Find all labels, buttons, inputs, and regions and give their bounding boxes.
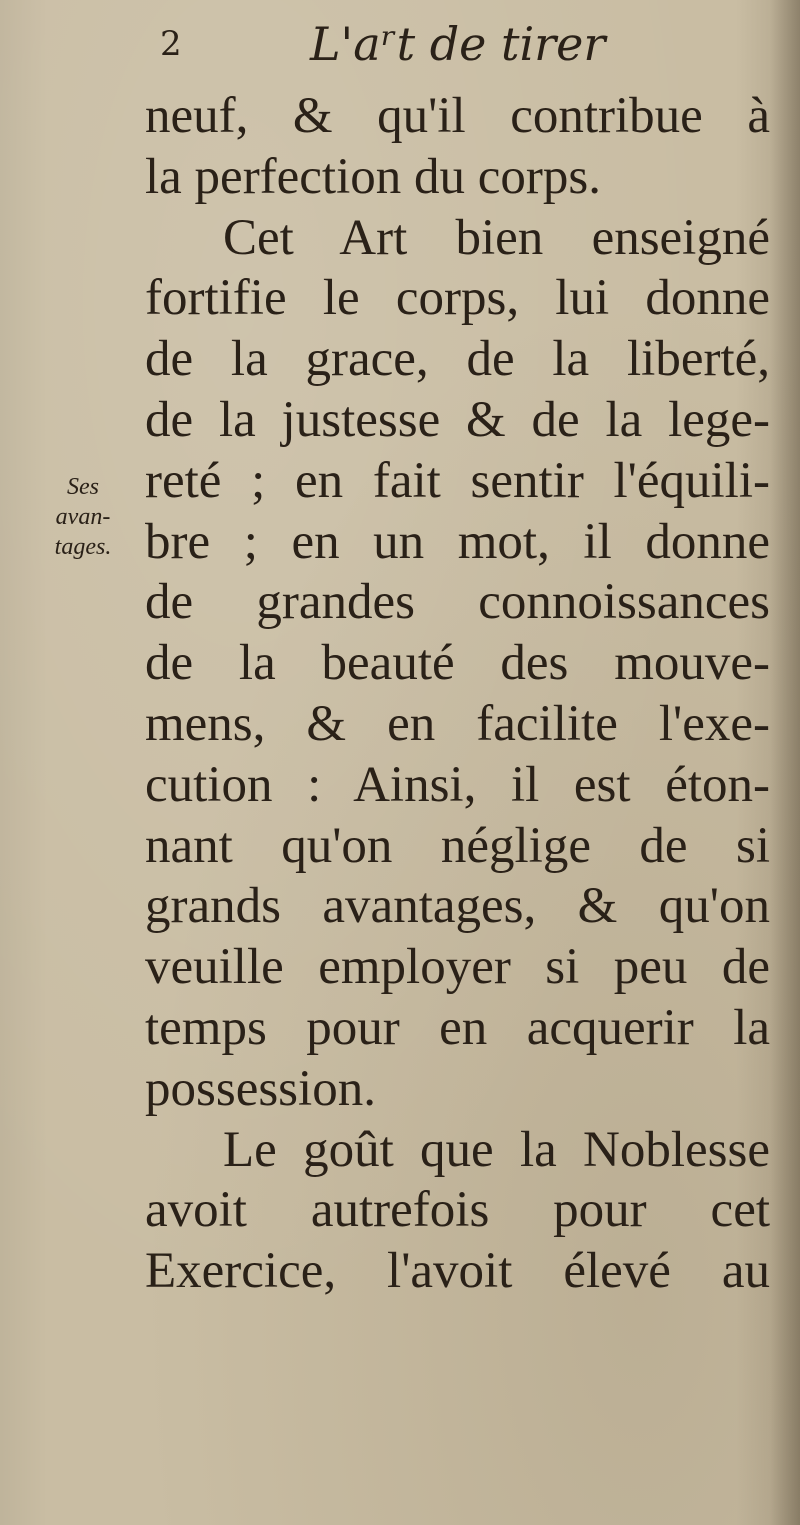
page-number: 2: [160, 24, 182, 64]
text-line: avoit autrefois pour cet: [145, 1182, 770, 1239]
page-header: [160, 14, 740, 74]
text-line: grands avantages, & qu'on: [145, 878, 770, 935]
text-line: possession.: [145, 1060, 376, 1117]
margin-note-line: Ses: [67, 474, 99, 500]
text-line: de grandes connoissances: [145, 574, 770, 631]
text-line: neuf, & qu'il contribue à: [145, 88, 770, 144]
text-line: Exercice, l'avoit élevé au: [145, 1243, 770, 1300]
text-line: de la beauté des mouve-: [145, 635, 770, 692]
page-edge-shadow: [770, 0, 800, 1525]
margin-note: [38, 472, 128, 562]
text-line: temps pour en acquerir la: [145, 999, 770, 1056]
body-text: [145, 86, 770, 1302]
text-line: nant qu'on néglige de si: [145, 817, 770, 874]
text-line: Cet Art bien enseigné: [223, 209, 770, 266]
text-line: de la justesse & de la lege-: [145, 391, 770, 448]
margin-note-line: avan-: [55, 504, 111, 530]
margin-note-line: tages.: [54, 534, 112, 560]
running-title: L'aʳt de tirer: [310, 17, 606, 71]
text-line: Le goût que la Noblesse: [223, 1121, 770, 1178]
text-line: la perfection du corps.: [145, 148, 601, 205]
text-line: de la grace, de la liberté,: [145, 331, 770, 388]
text-line: cution : Ainsi, il est éton-: [145, 756, 770, 813]
text-line: bre ; en un mot, il donne: [145, 513, 770, 570]
text-line: veuille employer si peu de: [145, 939, 770, 996]
text-line: mens, & en facilite l'exe-: [145, 695, 770, 752]
text-line: fortifie le corps, lui donne: [145, 270, 770, 327]
text-line: reté ; en fait sentir l'équili-: [145, 452, 770, 509]
